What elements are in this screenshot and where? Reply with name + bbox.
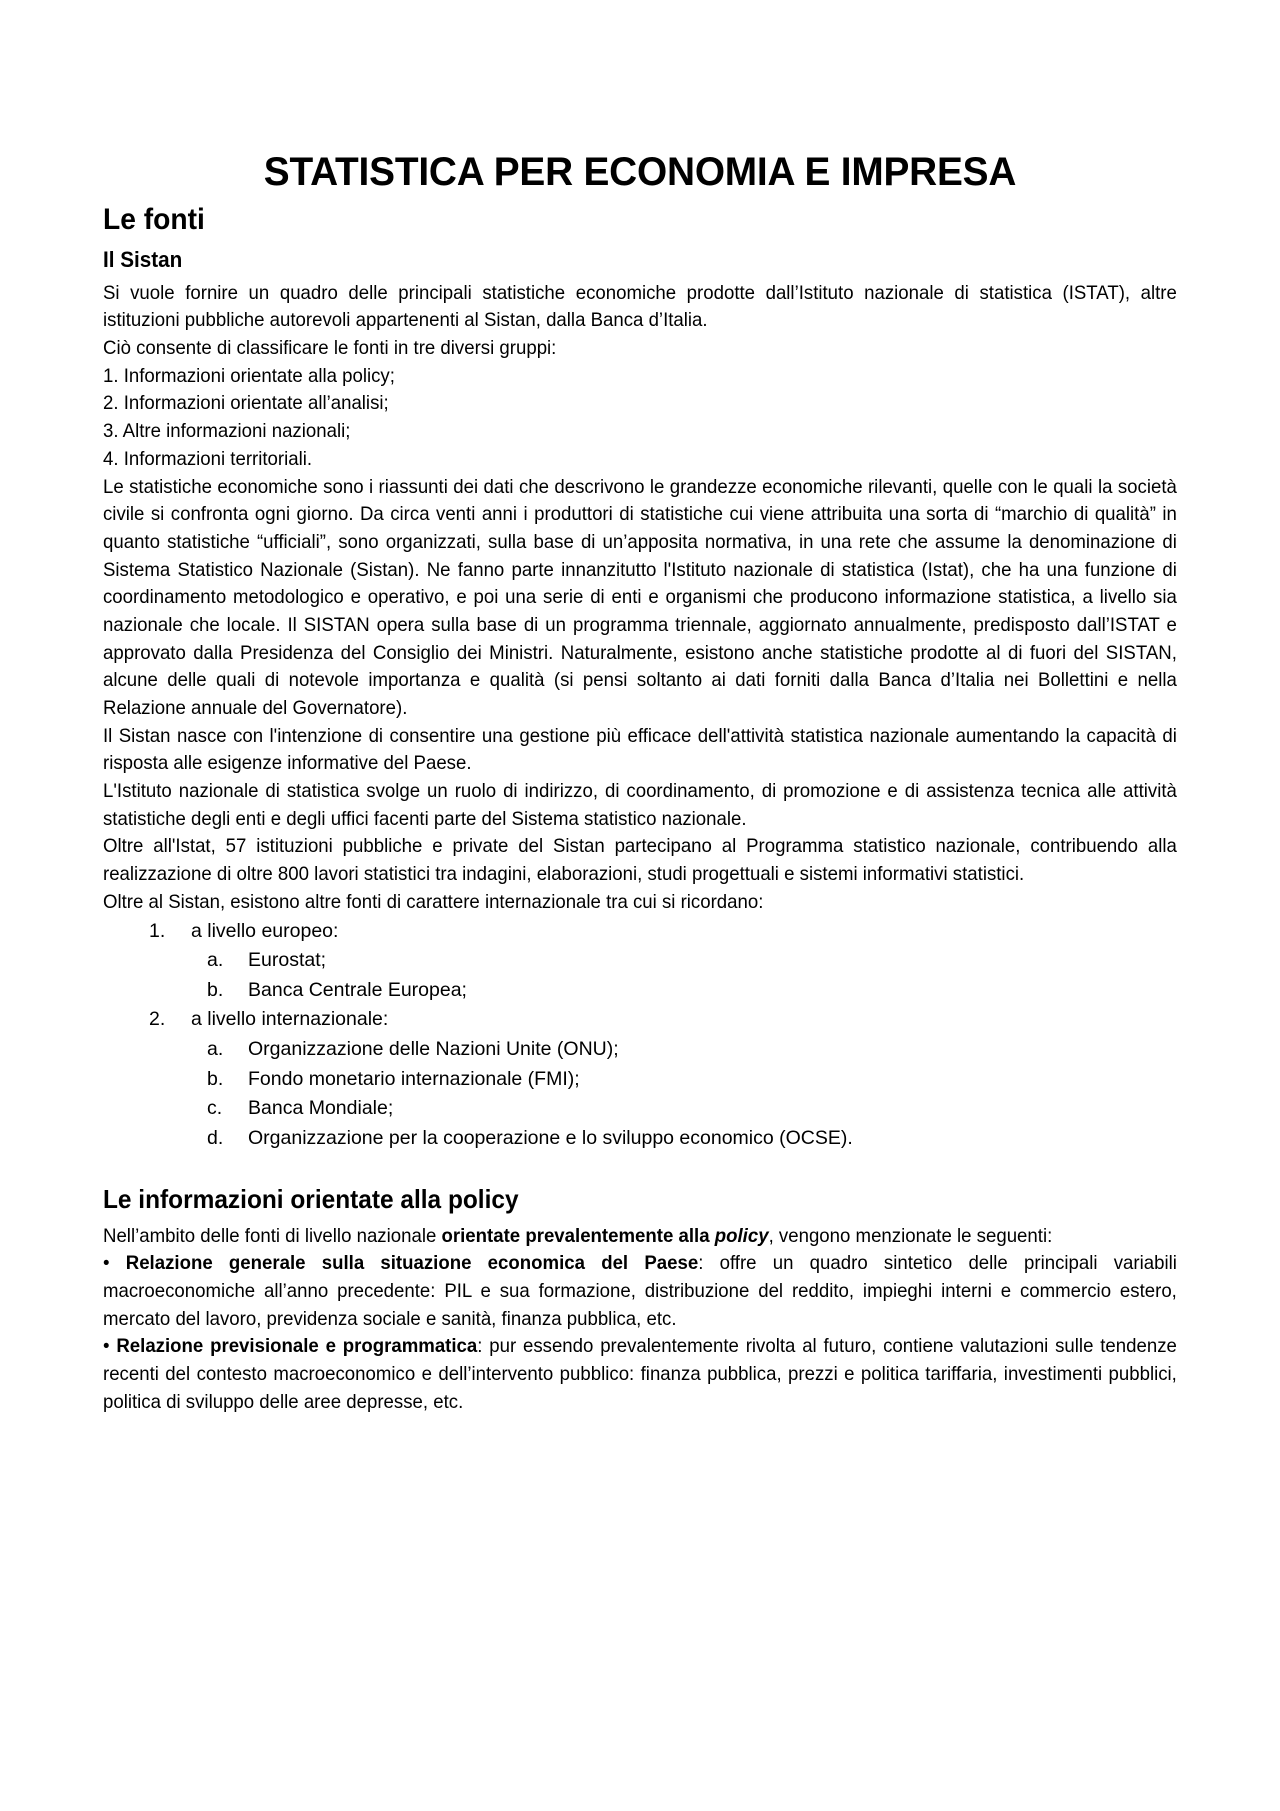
- heading-le-fonti: Le fonti: [103, 202, 205, 236]
- heading-informazioni-policy: Le informazioni orientate alla policy: [103, 1183, 519, 1214]
- list-item: [207, 1094, 1177, 1124]
- list-marker: 2.: [149, 1008, 166, 1031]
- bullet-rest-text: : offre un quadro sintetico delle principali variabili macroeconomiche all’anno precedente: PIL e sua formazione, distribuzione del reddito, impieghi interni e commercio estero, mercato del lavoro, previdenza sociale e sanità, finanza pubblica, etc.: [103, 1252, 1177, 1330]
- list-item: [207, 946, 1177, 976]
- page-title: STATISTICA PER ECONOMIA E IMPRESA: [263, 150, 1017, 194]
- list-marker: b.: [207, 978, 224, 1001]
- bullet-bold-label: Relazione generale sulla situazione economica del Paese: [125, 1252, 699, 1275]
- list-marker: a.: [207, 1038, 224, 1060]
- list-item: [207, 1065, 1177, 1095]
- bullet-glyph: •: [103, 1335, 110, 1358]
- paragraph-intro: Si vuole fornire un quadro delle principali statistiche economiche prodotte dall’Istituto nazionale di statistica (ISTAT), altre istituzioni pubbliche autorevoli appartenenti al Sistan, dalla Banca d’Italia.: [103, 281, 1177, 332]
- international-sources-list: [103, 917, 1177, 1154]
- paragraph-oltre-istat: Oltre all'Istat, 57 istituzioni pubbliche e private del Sistan partecipano al Programma statistico nazionale, contribuendo alla realizzazione di oltre 800 lavori statistici tra indagini, elaborazioni, studi progettuali e sistemi informativi statistici.: [103, 835, 1177, 886]
- list-item-label: Fondo monetario internazionale (FMI);: [248, 1067, 580, 1090]
- international-sublist: [103, 1035, 1177, 1154]
- list-item-label: a livello internazionale:: [191, 1008, 389, 1031]
- bullet-glyph: •: [103, 1252, 110, 1275]
- list-marker: d.: [207, 1126, 224, 1149]
- list-marker: a.: [207, 949, 224, 972]
- policy-intro-bold-italic: policy: [714, 1224, 769, 1247]
- list-marker: c.: [207, 1097, 223, 1120]
- group-item-2: 2. Informazioni orientate all’analisi;: [103, 392, 389, 415]
- group-item-4: 4. Informazioni territoriali.: [103, 447, 313, 470]
- list-marker: b.: [207, 1067, 224, 1090]
- list-item-label: a livello europeo:: [191, 919, 339, 942]
- policy-bullet-2: [103, 1333, 1177, 1416]
- list-item-label: Banca Mondiale;: [248, 1097, 394, 1120]
- policy-intro-part1: Nell’ambito delle fonti di livello nazionale: [103, 1224, 442, 1247]
- european-sublist: [103, 946, 1177, 1005]
- list-item-label: Banca Centrale Europea;: [248, 978, 467, 1001]
- paragraph-oltre-sistan: Oltre al Sistan, esistono altre fonti di carattere internazionale tra cui si ricordano:: [103, 890, 764, 913]
- list-item: [207, 1035, 1177, 1065]
- list-item-label: Organizzazione delle Nazioni Unite (ONU);: [248, 1038, 619, 1060]
- group-item-3: 3. Altre informazioni nazionali;: [103, 420, 351, 443]
- heading-il-sistan: Il Sistan: [103, 247, 183, 273]
- list-item-label: Organizzazione per la cooperazione e lo sviluppo economico (OCSE).: [248, 1126, 853, 1149]
- group-item-1: 1. Informazioni orientate alla policy;: [103, 364, 395, 387]
- list-item: [207, 1124, 1177, 1154]
- paragraph-sistan-nasce: Il Sistan nasce con l'intenzione di consentire una gestione più efficace dell'attività statistica nazionale aumentando la capacità di risposta alle esigenze informative del Paese.: [103, 724, 1177, 775]
- policy-intro-part2: , vengono menzionate le seguenti:: [768, 1224, 1053, 1247]
- bullet-rest-text: : pur essendo prevalentemente rivolta al futuro, contiene valutazioni sulle tendenze recenti del contesto macroeconomico e dell’intervento pubblico: finanza pubblica, prezzi e politica tariffaria, investimenti pubblici, politica di sviluppo delle aree depresse, etc.: [103, 1335, 1177, 1413]
- paragraph-istituto-nazionale: L'Istituto nazionale di statistica svolge un ruolo di indirizzo, di coordinamento, di promozione e di assistenza tecnica alle attività statistiche degli enti e degli uffici facenti parte del Sistema statistico nazionale.: [103, 780, 1177, 830]
- list-item: [149, 1005, 1177, 1035]
- list-item-label: Eurostat;: [248, 949, 327, 972]
- list-item: [207, 976, 1177, 1006]
- paragraph-policy-intro: [103, 1223, 1177, 1251]
- list-item: [149, 917, 1177, 947]
- bullet-bold-label: Relazione previsionale e programmatica: [116, 1335, 478, 1358]
- policy-bullet-1: [103, 1250, 1177, 1333]
- paragraph-classify: Ciò consente di classificare le fonti in tre diversi gruppi:: [103, 337, 557, 360]
- list-marker: 1.: [149, 919, 166, 942]
- paragraph-statistiche-economiche: Le statistiche economiche sono i riassunti dei dati che descrivono le grandezze economiche rilevanti, quelle con le quali la società civile si confronta ogni giorno. Da circa venti anni i produttori di statistiche cui viene attribuita una sorta di “marchio di qualità” in quanto statistiche “ufficiali”, sono organizzati, sulla base di un’apposita normativa, in una rete che assume la denominazione di Sistema Statistico Nazionale (Sistan). Ne fanno parte innanzitutto l'Istituto nazionale di statistica (Istat), che ha una funzione di coordinamento metodologico e operativo, e poi una serie di enti e organismi che producono informazione statistica, a livello sia nazionale che locale. Il SISTAN opera sulla base di un programma triennale, aggiornato annualmente, predisposto dall’ISTAT e approvato dalla Presidenza del Consiglio dei Ministri. Naturalmente, esistono anche statistiche prodotte al di fuori del SISTAN, alcune delle quali di notevole importanza e qualità (si pensi soltanto ai dati forniti dalla Banca d’Italia nei Bollettini e nella Relazione annuale del Governatore).: [103, 475, 1177, 719]
- policy-intro-bold: orientate prevalentemente alla: [441, 1224, 715, 1247]
